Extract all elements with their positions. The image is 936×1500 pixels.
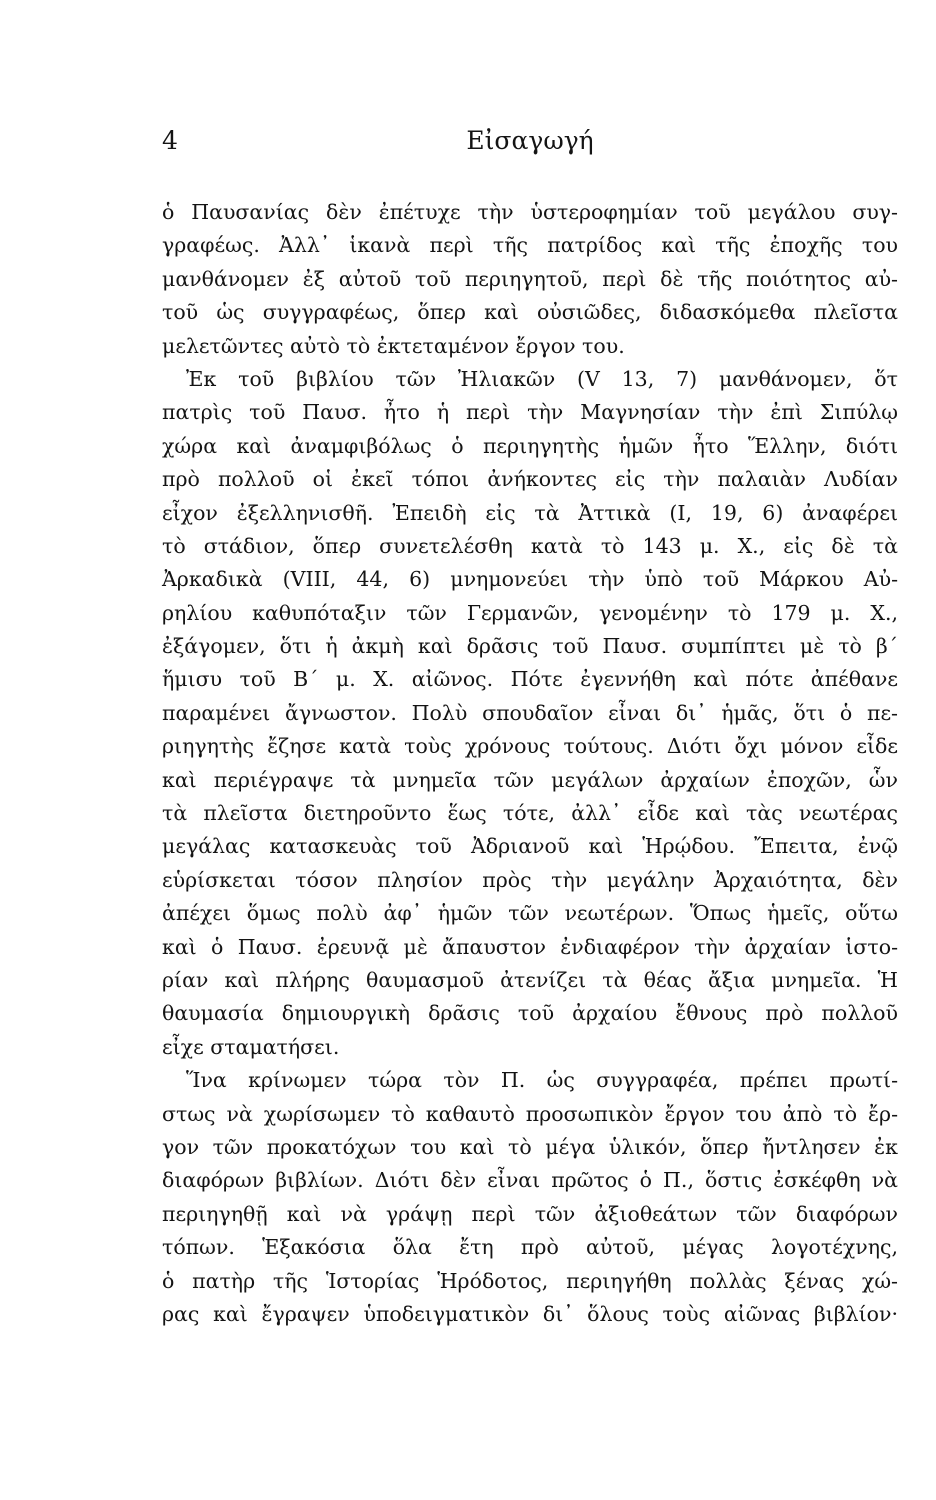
text-line: στως νὰ χωρίσωμεν τὸ καθαυτὸ προσωπικὸν ἔργον του ἀπὸ τὸ ἔρ-	[162, 1101, 898, 1126]
text-line: Ἐκ τοῦ βιβλίου τῶν Ἠλιακῶν (V 13, 7) μανθάνομεν, ὅτ	[186, 366, 898, 391]
text-line: εἶχε σταματήσει.	[162, 1034, 340, 1059]
text-line: χώρα καὶ ἀναμφιβόλως ὁ περιηγητὴς ἡμῶν ἦτο Ἕλλην, διότι	[162, 433, 898, 458]
text-line: μελετῶντες αὐτὸ τὸ ἐκτεταμένον ἔργον του.	[162, 333, 625, 358]
text-line: τὸ στάδιον, ὅπερ συνετελέσθη κατὰ τὸ 143 μ. Χ., εἰς δὲ τὰ	[162, 533, 898, 558]
text-line: ρηλίου καθυπόταξιν τῶν Γερμανῶν, γενομένην τὸ 179 μ. Χ.,	[162, 600, 898, 625]
page-header	[162, 126, 898, 166]
text-line: ὁ πατὴρ τῆς Ἱστορίας Ἡρόδοτος, περιηγήθη πολλὰς ξένας χώ-	[162, 1268, 898, 1293]
text-line: περιηγηθῇ καὶ νὰ γράψῃ περὶ τῶν ἀξιοθεάτων τῶν διαφόρων	[162, 1201, 898, 1226]
text-line: Ἵνα κρίνωμεν τώρα τὸν Π. ὡς συγγραφέα, πρέπει πρωτί-	[186, 1068, 898, 1093]
text-line: τὰ πλεῖστα διετηροῦντο ἕως τότε, ἀλλ᾽ εἶδε καὶ τὰς νεωτέρας	[162, 801, 898, 826]
text-line: καὶ ὁ Παυσ. ἐρευνᾷ μὲ ἄπαυστον ἐνδιαφέρον τὴν ἀρχαίαν ἱστο-	[162, 934, 898, 959]
text-line: ἐξάγομεν, ὅτι ἡ ἀκμὴ καὶ δρᾶσις τοῦ Παυσ. συμπίπτει μὲ τὸ β΄	[162, 634, 898, 659]
text-line: ἥμισυ τοῦ Β΄ μ. Χ. αἰῶνος. Πότε ἐγεννήθη καὶ πότε ἀπέθανε	[162, 667, 898, 692]
text-line: μεγάλας κατασκευὰς τοῦ Ἀδριανοῦ καὶ Ἡρῴδου. Ἔπειτα, ἐνῷ	[162, 834, 898, 859]
body-text	[162, 196, 898, 1331]
text-line: θαυμασία δημιουργικὴ δρᾶσις τοῦ ἀρχαίου ἔθνους πρὸ πολλοῦ	[162, 1001, 898, 1026]
text-line: παραμένει ἄγνωστον. Πολὺ σπουδαῖον εἶναι δι᾽ ἡμᾶς, ὅτι ὁ πε-	[162, 700, 898, 725]
text-line: ριηγητὴς ἔζησε κατὰ τοὺς χρόνους τούτους. Διότι ὄχι μόνον εἶδε	[162, 734, 898, 759]
text-line: ἀπέχει ὅμως πολὺ ἀφ᾽ ἡμῶν τῶν νεωτέρων. Ὅπως ἡμεῖς, οὕτω	[162, 901, 898, 926]
text-line: ρίαν καὶ πλήρης θαυμασμοῦ ἀτενίζει τὰ θέας ἄξια μνημεῖα. Ἡ	[162, 967, 898, 992]
text-line: τοῦ ὡς συγγραφέως, ὅπερ καὶ οὐσιῶδες, διδασκόμεθα πλεῖστα	[162, 300, 898, 325]
text-line: ὁ Παυσανίας δὲν ἐπέτυχε τὴν ὑστεροφημίαν τοῦ μεγάλου συγ-	[162, 200, 898, 224]
text-line: μανθάνομεν ἐξ αὐτοῦ τοῦ περιηγητοῦ, περὶ δὲ τῆς ποιότητος αὐ-	[162, 266, 898, 291]
text-line: γον τῶν προκατόχων του καὶ τὸ μέγα ὑλικόν, ὅπερ ἤντλησεν ἐκ	[162, 1134, 898, 1159]
text-line: πατρὶς τοῦ Παυσ. ἦτο ἡ περὶ τὴν Μαγνησίαν τὴν ἐπὶ Σιπύλῳ	[162, 400, 898, 425]
text-line: εὑρίσκεται τόσον πλησίον πρὸς τὴν μεγάλην Ἀρχαιότητα, δὲν	[162, 867, 898, 892]
text-line: Ἀρκαδικὰ (VIII, 44, 6) μνημονεύει τὴν ὑπὸ τοῦ Μάρκου Αὐ-	[162, 567, 898, 592]
text-line: διαφόρων βιβλίων. Διότι δὲν εἶναι πρῶτος ὁ Π., ὅστις ἐσκέφθη νὰ	[162, 1168, 898, 1193]
text-line: τόπων. Ἑξακόσια ὅλα ἔτη πρὸ αὐτοῦ, μέγας λογοτέχνης,	[162, 1235, 898, 1260]
text-line: εἶχον ἐξελληνισθῆ. Ἐπειδὴ εἰς τὰ Ἀττικὰ (I, 19, 6) ἀναφέρει	[162, 500, 898, 525]
text-line: πρὸ πολλοῦ οἱ ἐκεῖ τόποι ἀνήκοντες εἰς τὴν παλαιὰν Λυδίαν	[162, 467, 898, 492]
text-line: γραφέως. Ἀλλ᾽ ἱκανὰ περὶ τῆς πατρίδος καὶ τῆς ἐποχῆς του	[162, 233, 898, 258]
text-line: καὶ περιέγραψε τὰ μνημεῖα τῶν μεγάλων ἀρχαίων ἐποχῶν, ὧν	[162, 767, 898, 792]
running-title: Εἰσαγωγή	[466, 126, 594, 155]
page-number: 4	[162, 126, 178, 155]
text-line: ρας καὶ ἔγραψεν ὑποδειγματικὸν δι᾽ ὅλους τοὺς αἰῶνας βιβλίον·	[162, 1301, 898, 1326]
